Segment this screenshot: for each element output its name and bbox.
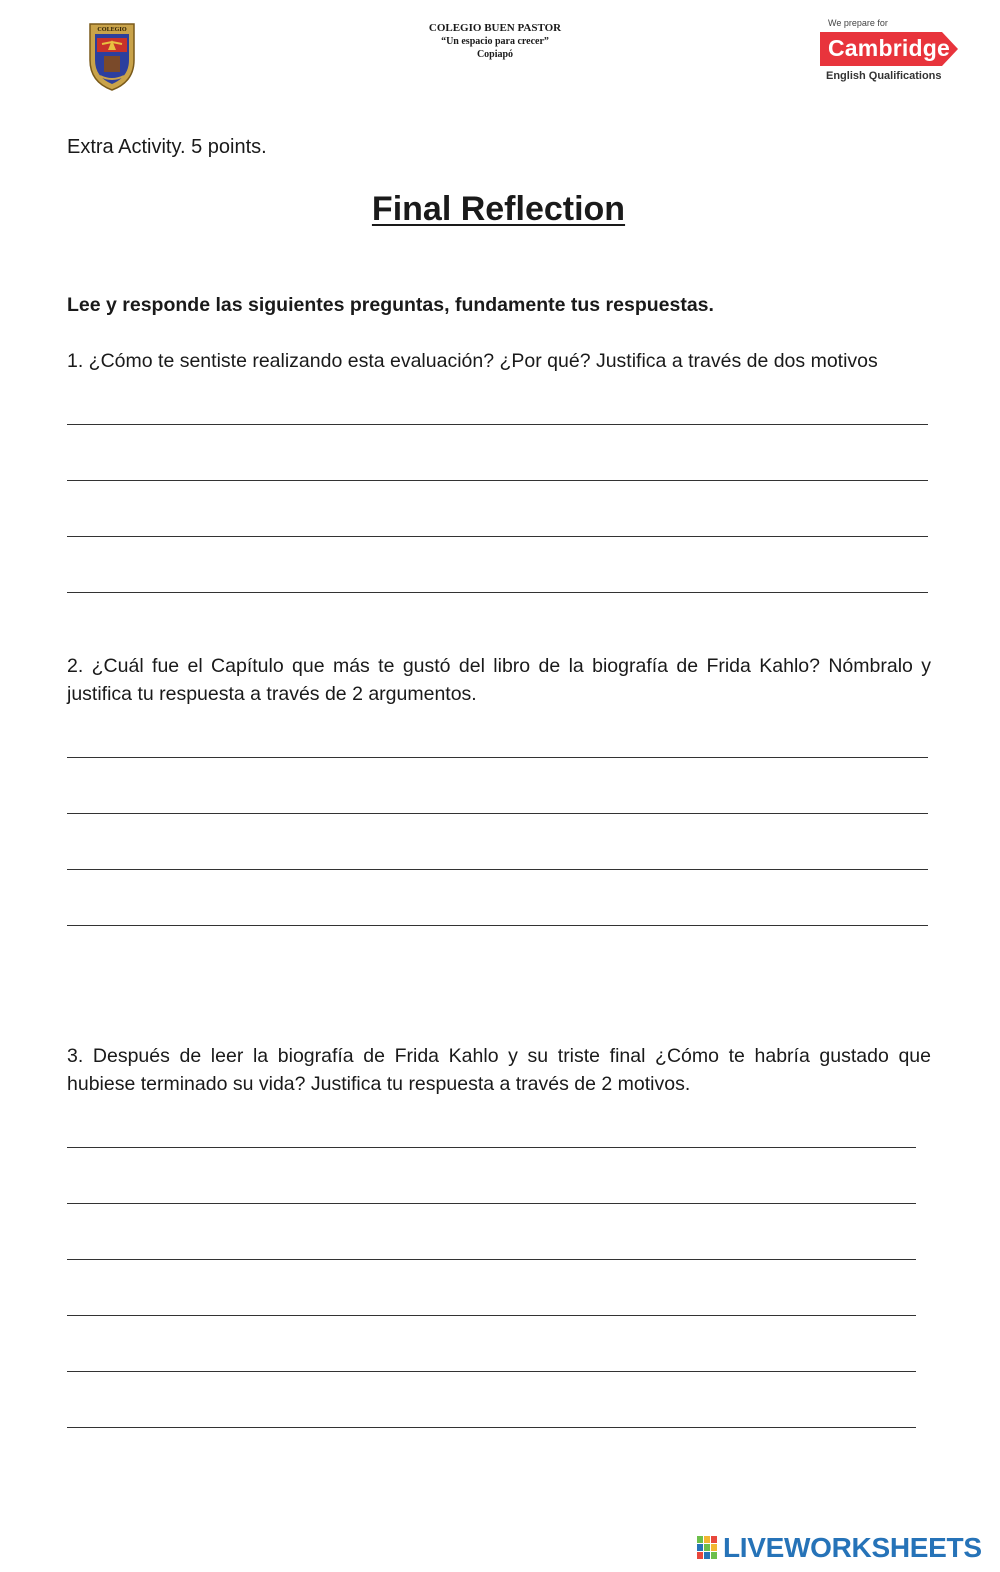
- answer-line-q2-2[interactable]: [67, 813, 928, 814]
- extra-activity-label: Extra Activity. 5 points.: [67, 136, 267, 158]
- cambridge-prepare-text: We prepare for: [828, 18, 888, 28]
- answer-line-q3-2[interactable]: [67, 1203, 916, 1204]
- question-1: 1. ¿Cómo te sentiste realizando esta evaluación? ¿Por qué? Justifica a través de dos motivos: [67, 350, 878, 372]
- svg-text:COLEGIO: COLEGIO: [97, 27, 127, 33]
- school-crest-logo: [86, 20, 138, 92]
- answer-line-q2-4[interactable]: [67, 925, 928, 926]
- school-motto: “Un espacio para crecer”: [441, 36, 549, 47]
- worksheet-title: Final Reflection: [371, 190, 626, 228]
- answer-line-q3-5[interactable]: [67, 1371, 916, 1372]
- answer-line-q3-1[interactable]: [67, 1147, 916, 1148]
- instructions: Lee y responde las siguientes preguntas, fundamente tus respuestas.: [67, 294, 714, 316]
- answer-line-q1-1[interactable]: [67, 424, 928, 425]
- answer-line-q1-3[interactable]: [67, 536, 928, 537]
- answer-line-q3-4[interactable]: [67, 1315, 916, 1316]
- cambridge-name: Cambridge: [828, 35, 950, 61]
- answer-line-q3-3[interactable]: [67, 1259, 916, 1260]
- question-3: 3. Después de leer la biografía de Frida Kahlo y su triste final ¿Cómo te habría gustado que hubiese terminado su vida? Justifica tu respuesta a través de 2 motivos.: [67, 1045, 931, 1095]
- answer-line-q2-3[interactable]: [67, 869, 928, 870]
- answer-line-q3-6[interactable]: [67, 1427, 916, 1428]
- cambridge-logo: [818, 18, 968, 88]
- school-header: [395, 22, 595, 61]
- liveworksheets-brand-text: LIVEWORKSHEETS: [723, 1532, 982, 1563]
- answer-line-q1-2[interactable]: [67, 480, 928, 481]
- answer-line-q1-4[interactable]: [67, 592, 928, 593]
- question-2: 2. ¿Cuál fue el Capítulo que más te gustó del libro de la biografía de Frida Kahlo? Nómbralo y justifica tu respuesta a través de 2 argumentos.: [67, 655, 931, 705]
- school-city: Copiapó: [476, 49, 514, 60]
- school-name: COLEGIO BUEN PASTOR: [428, 22, 562, 34]
- liveworksheets-grid-icon: [697, 1536, 719, 1560]
- liveworksheets-logo[interactable]: [697, 1532, 992, 1564]
- cambridge-subtitle: English Qualifications: [826, 70, 942, 82]
- answer-line-q2-1[interactable]: [67, 757, 928, 758]
